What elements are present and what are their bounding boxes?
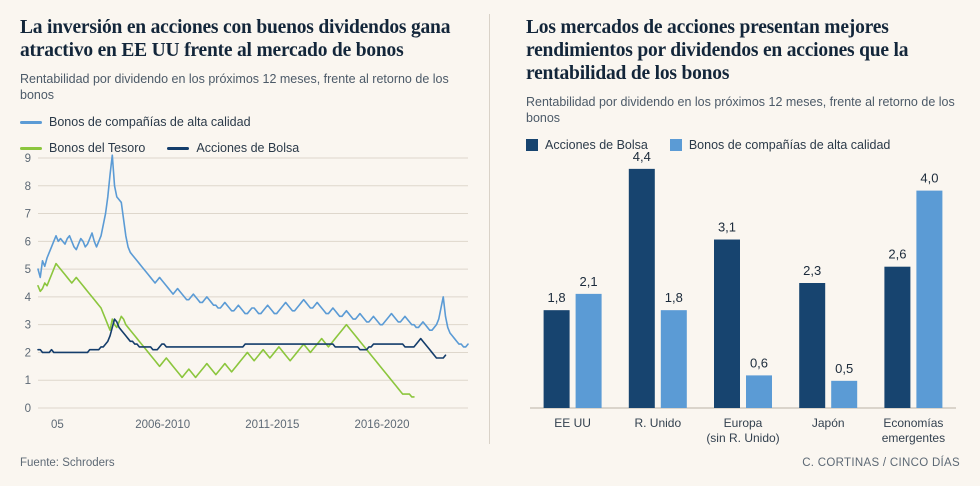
legend-label-equities-bar: Acciones de Bolsa — [545, 138, 648, 152]
svg-text:2,3: 2,3 — [803, 263, 822, 278]
svg-text:4,4: 4,4 — [632, 148, 651, 164]
svg-text:0,5: 0,5 — [835, 360, 854, 376]
left-chart-title: La inversión en acciones con buenos dividendos gana atractivo en EE UU frente al mercado de bonos — [20, 17, 451, 61]
svg-text:3,1: 3,1 — [717, 219, 737, 235]
svg-text:6: 6 — [24, 236, 31, 249]
svg-text:0: 0 — [24, 403, 31, 415]
left-source: Fuente: Schroders — [20, 457, 115, 469]
svg-text:Europa: Europa — [723, 416, 763, 430]
svg-text:Economías: Economías — [883, 416, 944, 430]
legend-item-corporate-bonds — [20, 115, 251, 129]
svg-text:2016-2020: 2016-2020 — [354, 419, 410, 431]
svg-text:1,8: 1,8 — [547, 290, 566, 306]
svg-text:0,6: 0,6 — [749, 355, 769, 371]
svg-text:05: 05 — [50, 419, 64, 431]
legend-label-equities: Acciones de Bolsa — [196, 141, 300, 155]
svg-text:4: 4 — [24, 291, 31, 304]
svg-text:2006-2010: 2006-2010 — [135, 419, 191, 431]
svg-text:2,1: 2,1 — [579, 273, 598, 289]
svg-text:Japón: Japón — [811, 416, 845, 430]
right-source: C. CORTINAS / CINCO DÍAS — [802, 457, 960, 469]
right-panel — [490, 0, 980, 486]
svg-text:R. Unido: R. Unido — [634, 416, 682, 430]
svg-text:8: 8 — [24, 180, 31, 193]
svg-text:5: 5 — [24, 264, 31, 277]
svg-text:(sin R. Unido): (sin R. Unido) — [706, 431, 780, 445]
legend-label-corporate-bar: Bonos de compañías de alta calidad — [688, 138, 891, 152]
svg-text:2,6: 2,6 — [888, 246, 907, 262]
svg-text:9: 9 — [24, 153, 31, 165]
legend-label-treasury-bonds: Bonos del Tesoro — [49, 141, 146, 155]
line-chart — [12, 150, 482, 450]
svg-text:EE UU: EE UU — [554, 416, 591, 430]
svg-text:3: 3 — [24, 319, 31, 332]
left-legend — [20, 115, 472, 155]
svg-text:7: 7 — [24, 208, 31, 221]
bar-chart — [504, 140, 974, 450]
legend-swatch-corporate-bonds — [20, 121, 42, 124]
right-chart-subtitle: Rentabilidad por dividendo en los próximos 12 meses, frente al retorno de los bonos — [526, 95, 955, 125]
svg-text:1: 1 — [24, 375, 31, 388]
legend-label-corporate-bonds: Bonos de compañías de alta calidad — [49, 115, 251, 129]
svg-text:emergentes: emergentes — [881, 431, 946, 445]
right-chart-title: Los mercados de acciones presentan mejores rendimientos por dividendos en acciones que la rentabilidad de los bonos — [526, 17, 909, 84]
svg-text:2: 2 — [24, 347, 31, 360]
left-chart-subtitle: Rentabilidad por dividendo en los próximos 12 meses, frente al retorno de los bonos — [20, 72, 449, 102]
svg-text:2011-2015: 2011-2015 — [245, 419, 300, 431]
svg-text:1,8: 1,8 — [664, 290, 683, 306]
svg-text:4,0: 4,0 — [920, 170, 939, 186]
